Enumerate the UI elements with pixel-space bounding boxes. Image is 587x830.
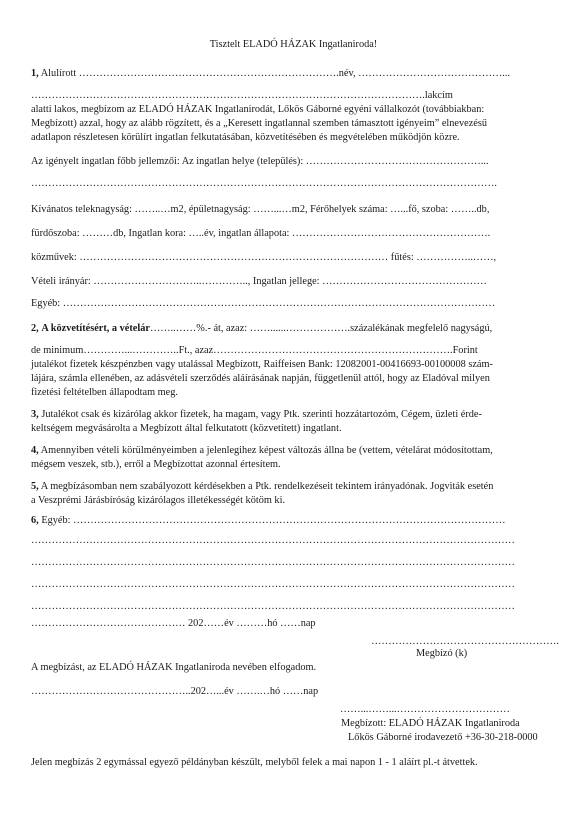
client-date-line: ……………………………………… 202……év ………hó ……nap [31,618,316,629]
section-3-line-2: keltségem megvásárolta a Megbízott által felkutatott (közvetített) ingatlant. [31,423,342,434]
section-6-blank-line: …………………………………………………………………………………………………………………………… [31,535,515,546]
section-2-line-4: lájára, számla ellenében, az adásvételi szerződés aláírásának napján, függetlenül attól, hogy az Eladóval milyen [31,373,490,384]
section-5-line-2: a Veszprémi Járásbíróság kizárólagos illetékességét kötöm ki. [31,495,286,506]
requirements-line-6: Vételi irányár: …………………………..………….., Ingatlan jellege: ………………………………………… [31,276,487,287]
client-signature-label: Megbízó (k) [416,648,468,659]
section-3-line-1: 3, Jutalékot csak és kizárólag akkor fizetek, ha magam, vagy Ptk. szerinti hozzátartozóm, Cégem, üzleti érde- [31,409,482,420]
section-1-line-1: 1, Alulírott ………………………………………………………………….név, ……………………………………... [31,68,511,79]
section-5-number: 5, [31,481,39,492]
agent-contact: Lőkös Gáborné irodavezető +36-30-218-0000 [348,732,538,743]
agent-signature-label: Megbízott: ELADÓ HÁZAK Ingatlaniroda [341,718,520,729]
requirements-line-4: fürdőszoba: ………db, Ingatlan kora: …..év, ingatlan állapota: …………………………………………………. [31,228,491,239]
section-6-line-1: 6, Egyéb: ……………………………………………………………………………………………………………… [31,515,506,526]
section-1-line-2: …………………………………………………………………………………………………….lakcím [31,90,453,101]
section-6-blank-line: …………………………………………………………………………………………………………………………… [31,579,515,590]
page-title: Tisztelt ELADÓ HÁZAK Ingatlaniroda! [209,39,378,50]
section-1-line-3: alatti lakos, megbízom az ELADÓ HÁZAK Ingatlanirodát, Lőkös Gáborné egyéni vállalkozót (továbbiakban: [31,104,485,115]
requirements-line-7: Egyéb: ……………………………………………………………………………………………………………… [31,298,496,309]
section-4-number: 4, [31,445,39,456]
section-2-line-1: 2, A közvetítésért, a vételár……..……%.- át, azaz: ……......……………….százalékának megfelelő nagyságú, [31,323,493,334]
section-6-blank-line: …………………………………………………………………………………………………………………………… [31,557,515,568]
section-1-line-4: Megbízott) azzal, hogy az alább rögzített, és a „Keresett ingatlannal szemben támasztott igényeim” elnevezésű [31,118,488,129]
acceptance-statement: A megbízást, az ELADÓ HÁZAK Ingatlaniroda nevében elfogadom. [31,662,317,673]
requirements-line-1: Az igényelt ingatlan főbb jellemzői: Az ingatlan helye (település): ……………………………………………... [31,156,489,167]
section-2-line-2: de minimum…………...…………..Ft., azaz…………………………………………………………….Forint [31,345,478,356]
section-6-number: 6, [31,515,39,526]
section-1-number: 1, [31,68,39,79]
section-2-number: 2, [31,323,39,334]
agent-date-line: ………………………………………..202…...év …….…hó ……nap [31,686,319,697]
requirements-line-3: Kívánatos teleknagyság: ……..…m2, épületnagyság: ……...…m2, Férőhelyek száma: …...fő, szoba: ……..db, [31,204,490,215]
section-4-line-2: mégsem veszek, stb.), erről a Megbízottat azonnal értesítem. [31,459,281,470]
requirements-line-2: ………………………………………………………………………………………………………………………. [31,178,497,189]
agent-signature-line: ……...……...…………………………… [340,704,510,715]
section-6-blank-line: …………………………………………………………………………………………………………………………… [31,601,515,612]
section-2-line-5: fizetési feltételben állapodtam meg. [31,387,178,398]
section-1-line-5: adatlapon részletesen körülírt ingatlan felkutatásában, közvetítésében és megvételében működjön közre. [31,132,460,143]
section-5-line-1: 5, A megbízásomban nem szabályozott kérdésekben a Ptk. rendelkezéseit tekintem irányadónak. Jogviták esetén [31,481,494,492]
section-2-line-3: jutalékot fizetek készpénzben vagy utalással Megbízott, Raiffeisen Bank: 12082001-00416693-00100008 szám- [31,359,493,370]
section-4-line-1: 4, Amennyiben vételi körülményeimben a jelenlegihez képest változás állna be (vettem, vételárat módosítottam, [31,445,493,456]
requirements-line-5: közművek: ……………………………………………………………………………… fűtés: ……………..……, [31,252,497,263]
footer-note: Jelen megbízás 2 egymással egyező példányban készült, melyből felek a mai napon 1 - 1 aláírt pl.-t átvettek. [31,757,478,768]
client-signature-line: ………………………………………………. [371,636,559,647]
section-3-number: 3, [31,409,39,420]
